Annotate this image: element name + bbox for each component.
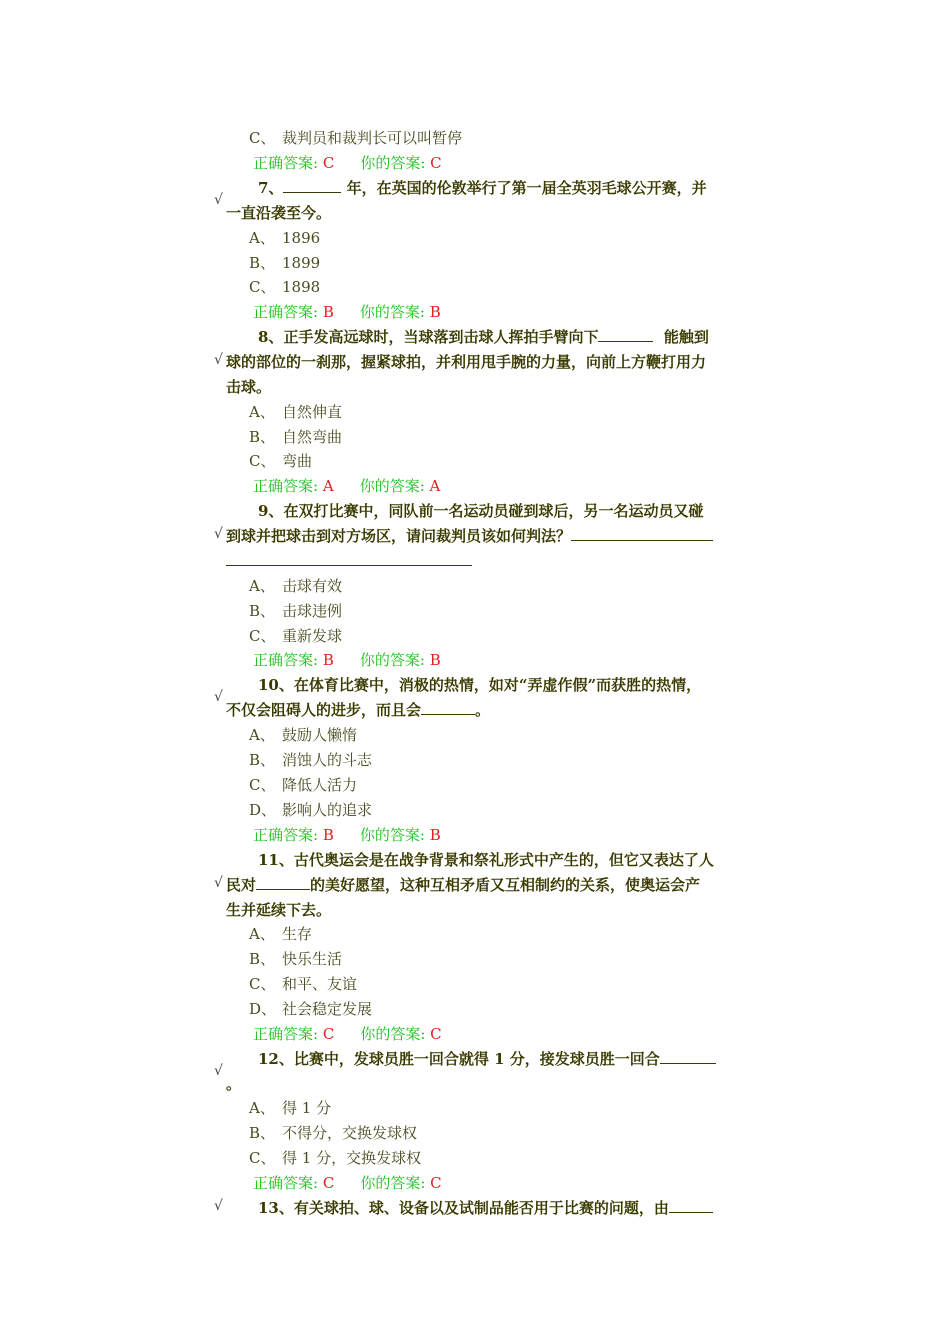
option-q10-d: D、 影响人的追求 bbox=[249, 801, 373, 819]
check-mark-icon: √ bbox=[214, 352, 223, 368]
your-answer: 你的答案: B bbox=[359, 651, 441, 669]
check-mark-icon: √ bbox=[214, 1198, 223, 1214]
option-q9-c: C、 重新发球 bbox=[249, 627, 343, 645]
option-q8-b: B、 自然弯曲 bbox=[249, 428, 343, 446]
fill-blank-continued bbox=[226, 551, 472, 571]
answer-row-q10 bbox=[253, 825, 441, 845]
option-q10-b: B、 消蚀人的斗志 bbox=[249, 751, 373, 769]
check-mark-icon: √ bbox=[214, 192, 223, 208]
question-9-line-2: 到球并把球击到对方场区，请问裁判员该如何判法？ bbox=[226, 526, 713, 546]
option-q9-a: A、 击球有效 bbox=[249, 577, 343, 595]
option-q11-a: A、 生存 bbox=[249, 925, 313, 943]
check-mark-icon: √ bbox=[214, 1063, 223, 1079]
fill-blank bbox=[660, 1049, 716, 1064]
check-mark-icon: √ bbox=[214, 689, 223, 705]
question-8-line-3: 击球。 bbox=[226, 378, 272, 396]
your-answer: 你的答案: A bbox=[359, 477, 441, 495]
answer-row-q9 bbox=[253, 650, 441, 670]
your-answer: 你的答案: C bbox=[360, 154, 442, 172]
correct-answer: 正确答案: B bbox=[253, 303, 334, 321]
option-q8-a: A、 自然伸直 bbox=[249, 403, 343, 421]
option-q10-a: A、 鼓励人懒惰 bbox=[249, 726, 358, 744]
question-11-line-2: 民对 的美好愿望，这种互相矛盾又互相制约的关系，使奥运会产 bbox=[226, 876, 701, 894]
question-10-line-1: 10、在体育比赛中，消极的热情，如对“弄虚作假”而获胜的热情， bbox=[258, 676, 702, 694]
option-q11-b: B、 快乐生活 bbox=[249, 950, 343, 968]
option-q10-c: C、 降低人活力 bbox=[249, 776, 358, 794]
option-q11-d: D、 社会稳定发展 bbox=[249, 1000, 373, 1018]
fill-blank bbox=[598, 327, 653, 342]
question-7-line-2: 一直沿袭至今。 bbox=[226, 204, 332, 222]
option-q9-b: B、 击球违例 bbox=[249, 602, 343, 620]
option-q8-c: C、 弯曲 bbox=[249, 452, 313, 470]
question-12-line-1: 12、比赛中，发球员胜一回合就得 1 分，接发球员胜一回合 bbox=[258, 1049, 716, 1069]
your-answer: 你的答案: C bbox=[360, 1025, 442, 1043]
question-12-line-2: 。 bbox=[226, 1075, 242, 1093]
correct-answer: 正确答案: C bbox=[253, 1025, 335, 1043]
fill-blank bbox=[669, 1198, 713, 1213]
answer-row-q8 bbox=[253, 476, 440, 496]
check-mark-icon: √ bbox=[214, 526, 223, 542]
question-11-line-3: 生并延续下去。 bbox=[226, 901, 332, 919]
question-7-line-1: 7、 年，在英国的伦敦举行了第一届全英羽毛球公开赛，并 bbox=[258, 179, 707, 197]
question-11-line-1: 11、古代奥运会是在战争背景和祭礼形式中产生的，但它又表达了人 bbox=[258, 851, 714, 869]
question-13-line-1: 13、有关球拍、球、设备以及试制品能否用于比赛的问题，由 bbox=[258, 1198, 713, 1218]
question-8-line-2: 球的部位的一刹那，握紧球拍，并利用甩手腕的力量，向前上方鞭打用力 bbox=[226, 353, 707, 371]
question-10-line-2: 不仅会阻碍人的进步，而且会 。 bbox=[226, 701, 491, 719]
your-answer: 你的答案: B bbox=[359, 303, 441, 321]
your-answer: 你的答案: C bbox=[360, 1174, 442, 1192]
option-q11-c: C、 和平、友谊 bbox=[249, 975, 358, 993]
correct-answer: 正确答案: B bbox=[253, 826, 334, 844]
correct-answer: 正确答案: C bbox=[253, 1174, 335, 1192]
your-answer: 你的答案: B bbox=[359, 826, 441, 844]
option-q7-b: B、 1899 bbox=[249, 254, 321, 272]
answer-row-q11 bbox=[253, 1024, 442, 1044]
correct-answer: 正确答案: B bbox=[253, 651, 334, 669]
option-q12-c: C、 得 1 分，交换发球权 bbox=[249, 1149, 422, 1167]
fill-blank bbox=[226, 551, 472, 566]
option-q7-c: C、 1898 bbox=[249, 278, 321, 296]
answer-row-q12 bbox=[253, 1173, 442, 1193]
option-q12-a: A、 得 1 分 bbox=[249, 1099, 332, 1117]
fill-blank bbox=[283, 178, 341, 193]
correct-answer: 正确答案: C bbox=[253, 154, 335, 172]
answer-row-q7 bbox=[253, 302, 441, 322]
option-q7-a: A、 1896 bbox=[249, 229, 321, 247]
answer-row-q6 bbox=[253, 153, 442, 173]
fill-blank bbox=[421, 700, 475, 715]
question-9-line-1: 9、在双打比赛中，同队前一名运动员碰到球后，另一名运动员又碰 bbox=[258, 502, 704, 520]
option-q6-c: C、 裁判员和裁判长可以叫暂停 bbox=[249, 129, 463, 147]
correct-answer: 正确答案: A bbox=[253, 477, 334, 495]
question-8-line-1: 8、正手发高远球时，当球落到击球人挥拍手臂向下 能触到 bbox=[258, 328, 709, 346]
fill-blank bbox=[571, 526, 713, 541]
fill-blank bbox=[256, 875, 310, 890]
option-q12-b: B、 不得分，交换发球权 bbox=[249, 1124, 418, 1142]
check-mark-icon: √ bbox=[214, 875, 223, 891]
